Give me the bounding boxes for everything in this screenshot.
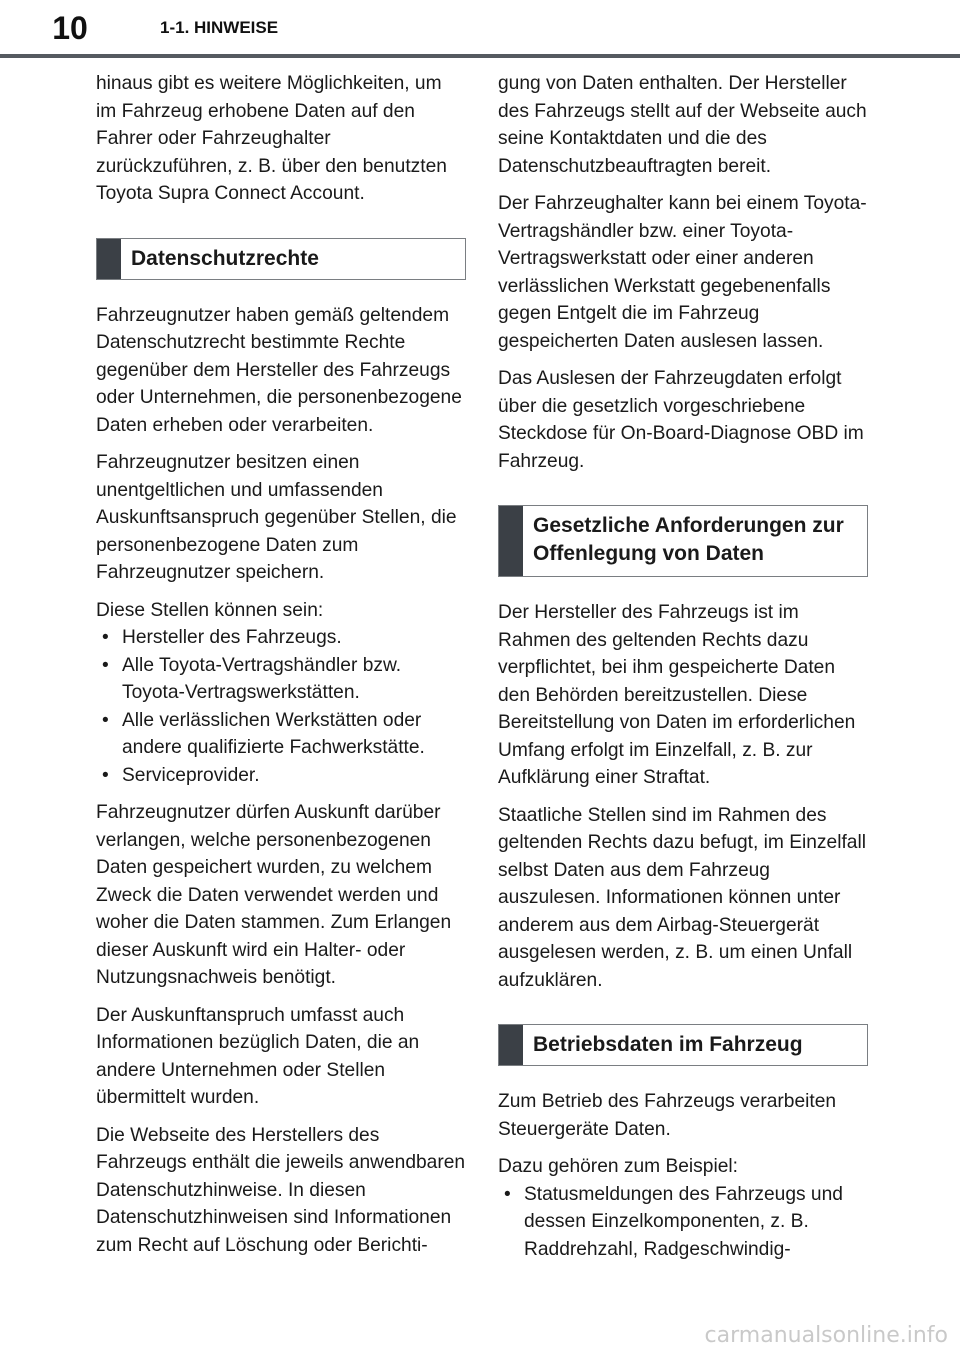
list-intro: Diese Stellen können sein: [96,599,324,621]
section-heading-gesetzliche-anforderungen [498,505,868,577]
list-intro: Dazu gehören zum Beispiel: [498,1156,738,1177]
paragraph: Der Hersteller des Fahrzeugs ist im Rahmen des geltenden Rechts dazu verpflichtet, bei ihm gespeicherte Daten den Behörden bereitzustellen. Diese Bereitstellung von Daten im erforderlichen Umfang erfolgt im Einzelfall, z. B. zur Aufklärung einer Straftat. [498,602,856,788]
paragraph: Fahrzeugnutzer haben gemäß geltendem Datenschutzrecht bestimmte Rechte gegenüber dem Hersteller des Fahrzeugs oder Unternehmen, die personenbezogene Daten erheben oder verarbeiten. [96,304,462,436]
watermark-text: carmanualsonline.info [704,1323,948,1348]
paragraph: Der Fahrzeughalter kann bei einem Toyota-Vertragshändler bzw. einer Toyota-Vertragswerkstatt oder einer anderen verlässlichen Werkstatt gegebenenfalls gegen Entgelt die im Fahrzeug gespeicherten Daten auslesen lassen. [498,193,867,352]
paragraph: Das Auslesen der Fahrzeugdaten erfolgt über die gesetzlich vorgeschriebene Steckdose für On-Board-Diagnose OBD im Fahrzeug. [498,368,864,472]
section-title: 1-1. HINWEISE [160,18,279,37]
page-header [0,0,960,60]
heading-text: Datenschutzrechte [131,246,319,270]
paragraph: Fahrzeugnutzer dürfen Auskunft darüber verlangen, welche personenbezogenen Daten gespeichert wurden, zu welchem Zweck die Daten verwendet werden und woher die Daten stammen. Zum Erlangen dieser Auskunft wird ein Halter- oder Nutzungsnachweis benötigt. [96,802,452,988]
section-heading-betriebsdaten [498,1024,868,1066]
list-item: • Statusmeldungen des Fahrzeugs und dessen Einzelkomponenten, z. B. Raddrehzahl, Radgeschwindig- [498,1181,868,1264]
continued-paragraph: gung von Daten enthalten. Der Hersteller des Fahrzeugs stellt auf der Webseite auch seine Kontaktdaten und die des Datenschutzbeauftragten bereit. [498,73,867,177]
bullet-list [96,624,466,789]
heading-text: Gesetzliche Anforderungen zur Offenlegung von Daten [533,514,844,565]
paragraph: Fahrzeugnutzer besitzen einen unentgeltlichen und umfassenden Auskunftsanspruch gegenüber Stellen, die personenbezogene Daten zum Fahrzeugnutzer speichern. [96,452,457,583]
list-item: • Alle verlässlichen Werkstätten oder andere qualifizierte Fachwerkstätte. [96,707,466,762]
heading-accent-bar [499,1025,523,1065]
heading-accent-bar [499,506,523,576]
section-heading-datenschutzrechte [96,238,466,280]
list-item: • Hersteller des Fahrzeugs. [96,624,466,652]
heading-text: Betriebsdaten im Fahrzeug [533,1033,803,1056]
left-column [96,70,466,1269]
bullet-list [498,1181,868,1264]
right-column [498,70,868,1273]
heading-accent-bar [97,239,121,279]
list-item: • Serviceprovider. [96,762,466,790]
intro-paragraph: hinaus gibt es weitere Möglichkeiten, um im Fahrzeug erhobene Daten auf den Fahrer oder Fahrzeughalter zurückzuführen, z. B. über den benutzten Toyota Supra Connect Account. [96,73,447,204]
paragraph: Staatliche Stellen sind im Rahmen des geltenden Rechts dazu befugt, im Einzelfall selbst Daten aus dem Fahrzeug auszulesen. Informationen können unter anderem aus dem Airbag-Steuergerät ausgelesen werden, z. B. um einen Unfall aufzuklären. [498,804,866,991]
header-divider [0,54,960,58]
paragraph: Der Auskunftanspruch umfasst auch Informationen bezüglich Daten, die an andere Unternehmen oder Stellen übermittelt wurden. [96,1004,420,1108]
list-item: • Alle Toyota-Vertragshändler bzw. Toyota-Vertragswerkstätten. [96,652,466,707]
paragraph: Die Webseite des Herstellers des Fahrzeugs enthält die jeweils anwendbaren Datenschutzhinweise. In diesen Datenschutzhinweisen sind Informationen zum Recht auf Löschung oder Berichti- [96,1124,466,1256]
page-number: 10 [52,10,88,46]
paragraph: Zum Betrieb des Fahrzeugs verarbeiten Steuergeräte Daten. [498,1091,837,1140]
